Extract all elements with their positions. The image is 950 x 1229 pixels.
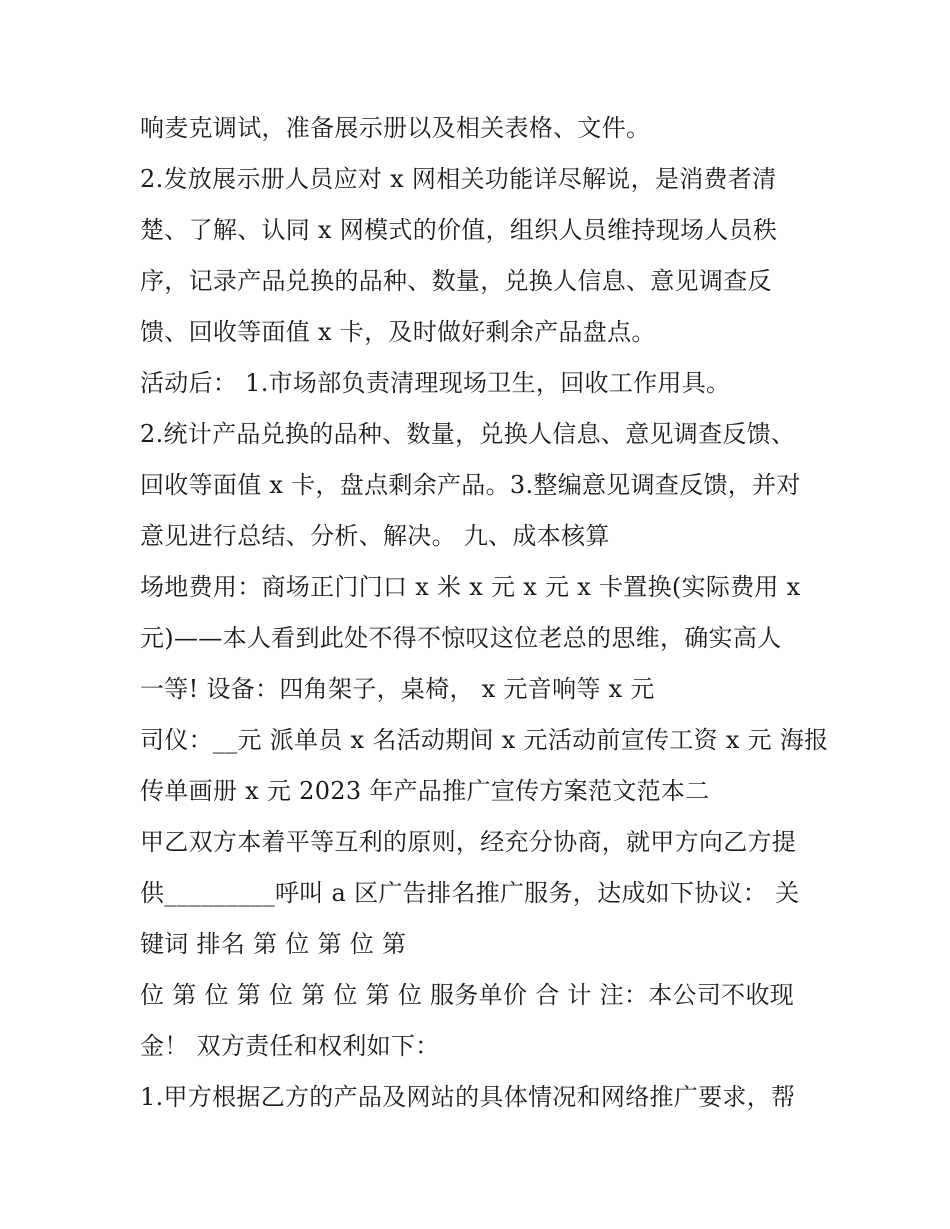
text-line: 司仪：__元 派单员 x 名活动期间 x 元活动前宣传工资 x 元 海报	[140, 726, 829, 754]
document-body	[140, 103, 840, 1123]
text-line: 金！ 双方责任和权利如下：	[140, 1032, 440, 1060]
text-line: 意见进行总结、分析、解决。 九、成本核算	[140, 522, 610, 550]
text-line: 场地费用：商场正门门口 x 米 x 元 x 元 x 卡置换(实际费用 x	[140, 573, 801, 601]
text-line: 活动后： 1.市场部负责清理现场卫生，回收工作用具。	[140, 369, 731, 397]
text-line: 位 第 位 第 位 第 位 第 位 服务单价 合 计 注：本公司不收现	[140, 981, 795, 1009]
text-line: 响麦克调试，准备展示册以及相关表格、文件。	[140, 114, 651, 142]
text-line: 2.发放展示册人员应对 x 网相关功能详尽解说，是消费者清	[140, 165, 777, 193]
text-line: 序，记录产品兑换的品种、数量，兑换人信息、意见调查反	[140, 267, 772, 295]
text-line: 馈、回收等面值 x 卡，及时做好剩余产品盘点。	[140, 318, 656, 346]
text-line: 1.甲方根据乙方的产品及网站的具体情况和网络推广要求，帮	[140, 1083, 796, 1111]
text-line: 一等! 设备：四角架子，桌椅， x 元音响等 x 元	[140, 675, 655, 703]
text-line: 传单画册 x 元 2023 年产品推广宣传方案范文范本二	[140, 777, 710, 805]
text-line: 元)——本人看到此处不得不惊叹这位老总的思维，确实高人	[140, 624, 782, 652]
text-line: 键词 排名 第 位 第 位 第	[140, 930, 407, 958]
text-line: 楚、了解、认同 x 网模式的价值，组织人员维持现场人员秩	[140, 216, 778, 244]
text-line: 供_________呼叫 a 区广告排名推广服务，达成如下协议： 关	[140, 879, 800, 907]
text-line: 回收等面值 x 卡，盘点剩余产品。3.整编意见调查反馈，并对	[140, 471, 801, 499]
text-line: 甲乙双方本着平等互利的原则，经充分协商，就甲方向乙方提	[140, 828, 797, 856]
text-line: 2.统计产品兑换的品种、数量，兑换人信息、意见调查反馈、	[140, 420, 796, 448]
